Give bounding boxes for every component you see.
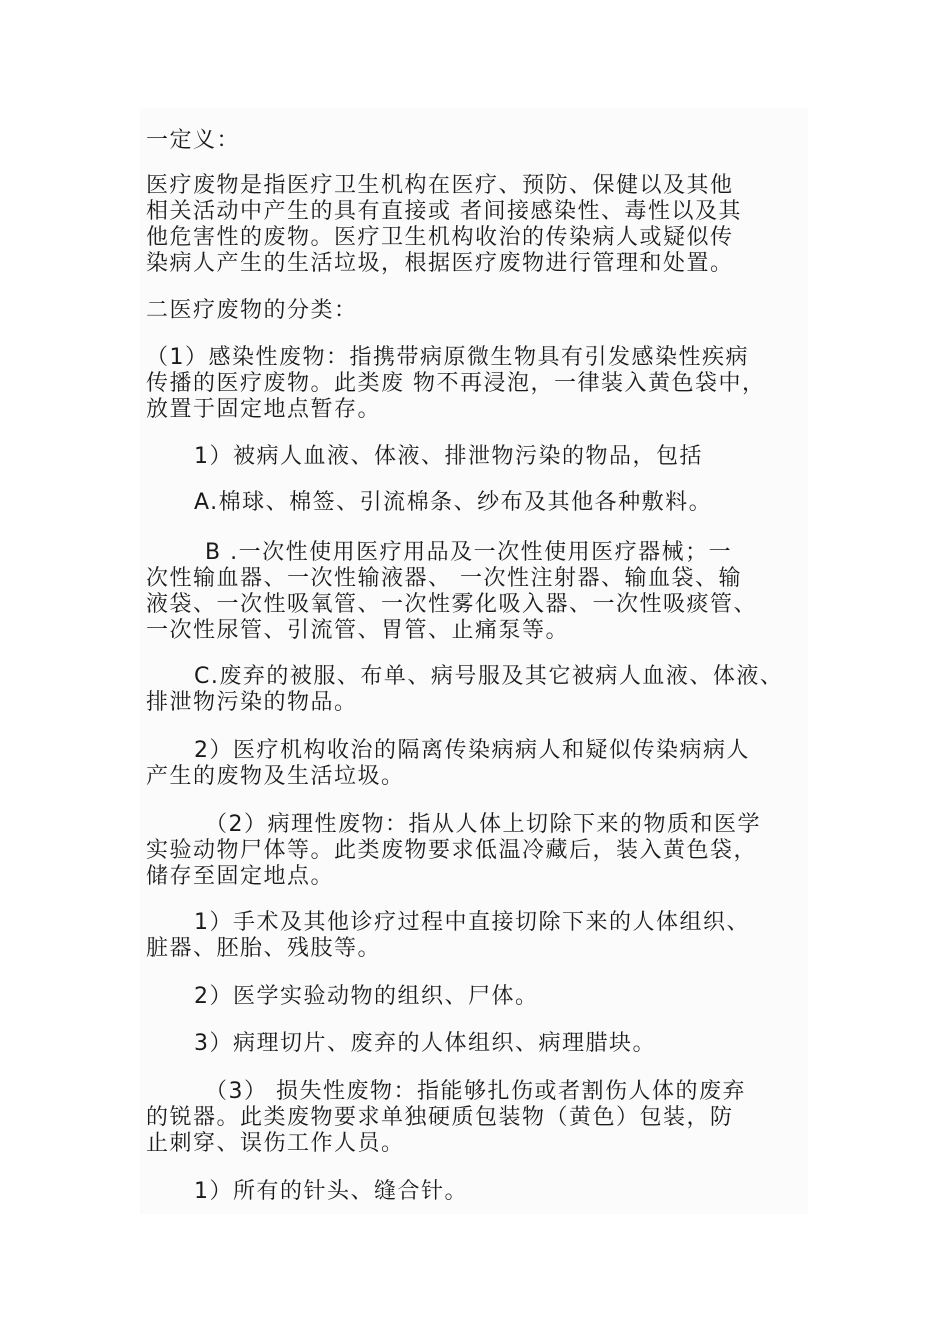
heading-classification: 二医疗废物的分类：	[146, 298, 358, 323]
paragraph-infectious-line: （1）感染性废物：指携带病原微生物具有引发感染性疾病	[146, 345, 749, 370]
paragraph-definition-line: 相关活动中产生的具有直接或 者间接感染性、毒性以及其	[146, 199, 742, 224]
paragraph-pathological-line: 储存至固定地点。	[146, 864, 335, 889]
paragraph-definition-line: 染病人产生的生活垃圾，根据医疗废物进行管理和处置。	[146, 251, 734, 276]
list-item-continuation: 液袋、一次性吸氧管、一次性雾化吸入器、一次性吸痰管、	[146, 592, 758, 617]
heading-definition: 一定义：	[146, 128, 241, 153]
list-item-continuation: 一次性尿管、引流管、胃管、止痛泵等。	[146, 618, 570, 643]
list-item: 3）病理切片、废弃的人体组织、病理腊块。	[194, 1031, 656, 1056]
paragraph-sharps-line: 的锐器。此类废物要求单独硬质包装物（黄色）包装，防	[146, 1105, 734, 1130]
paragraph-definition-line: 医疗废物是指医疗卫生机构在医疗、预防、保健以及其他	[146, 173, 734, 198]
list-item-continuation: 脏器、胚胎、残肢等。	[146, 936, 382, 961]
list-item-continuation: 次性输血器、一次性输液器、 一次性注射器、输血袋、输	[146, 566, 742, 591]
paragraph-definition-line: 他危害性的废物。医疗卫生机构收治的传染病人或疑似传	[146, 225, 734, 250]
list-item: 1）手术及其他诊疗过程中直接切除下来的人体组织、	[194, 910, 750, 935]
list-item: 1）所有的针头、缝合针。	[194, 1179, 468, 1204]
paragraph-infectious-line: 放置于固定地点暂存。	[146, 397, 382, 422]
list-item: 2）医疗机构收治的隔离传染病病人和疑似传染病病人	[194, 738, 750, 763]
paragraph-sharps-line: （3） 损失性废物：指能够扎伤或者割伤人体的废弃	[205, 1079, 746, 1104]
paragraph-infectious-line: 传播的医疗废物。此类废 物不再浸泡，一律装入黄色袋中，	[146, 371, 766, 396]
list-item-continuation: 排泄物污染的物品。	[146, 690, 358, 715]
list-item-continuation: 产生的废物及生活垃圾。	[146, 764, 405, 789]
list-item: C.废弃的被服、布单、病号服及其它被病人血液、体液、	[194, 664, 784, 689]
paragraph-pathological-line: 实验动物尸体等。此类废物要求低温冷藏后，装入黄色袋，	[146, 838, 758, 863]
list-item: 1）被病人血液、体液、排泄物污染的物品，包括	[194, 444, 703, 469]
paragraph-sharps-line: 止刺穿、误伤工作人员。	[146, 1131, 405, 1156]
paragraph-pathological-line: （2）病理性废物：指从人体上切除下来的物质和医学	[205, 812, 761, 837]
list-item: 2）医学实验动物的组织、尸体。	[194, 984, 539, 1009]
list-item: B .一次性使用医疗用品及一次性使用医疗器械；一	[205, 540, 733, 565]
list-item: A.棉球、棉签、引流棉条、纱布及其他各种敷料。	[194, 490, 713, 515]
